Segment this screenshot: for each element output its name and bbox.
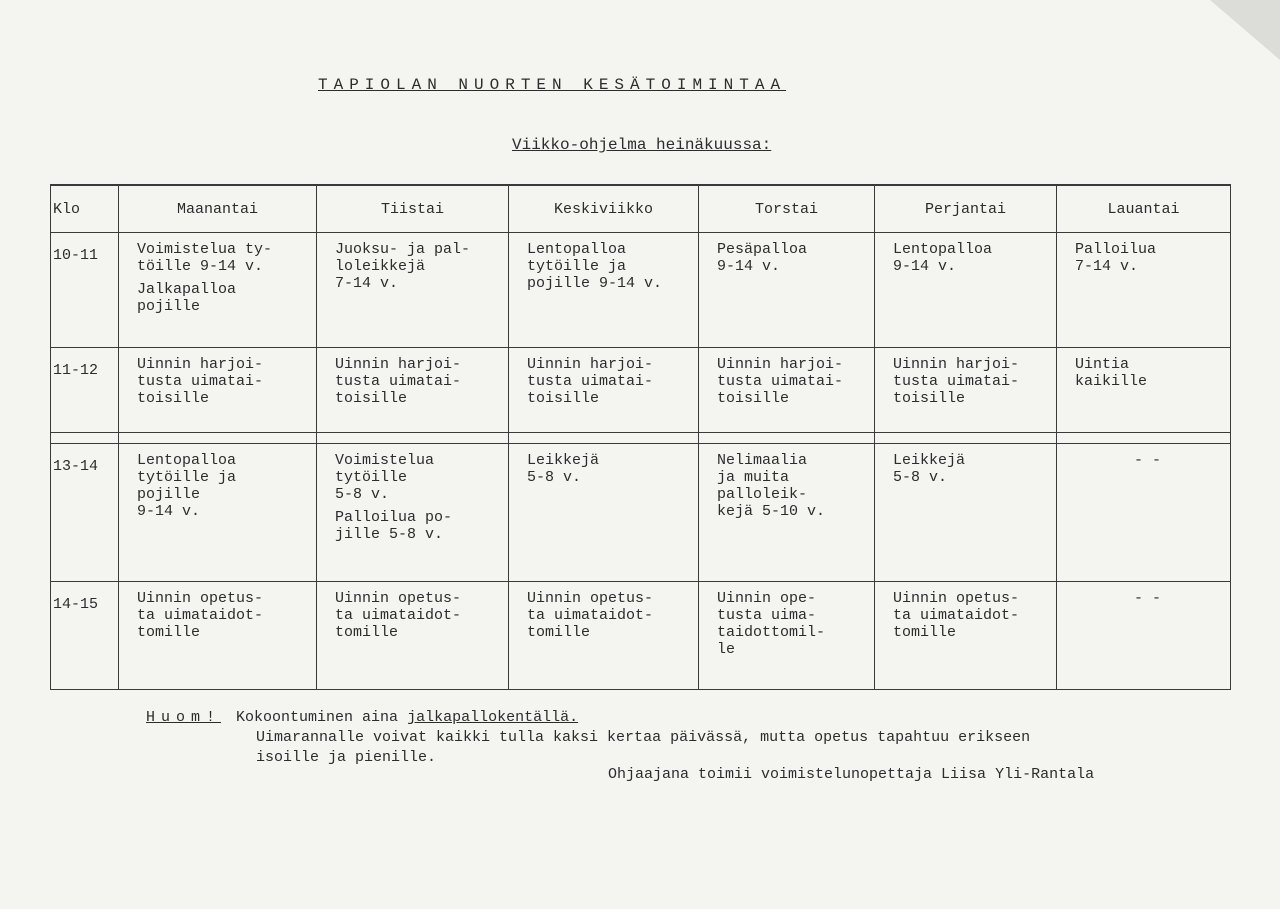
note-line-1 — [146, 708, 1030, 728]
schedule-cell — [875, 233, 1057, 348]
page-title: TAPIOLAN NUORTEN KESÄTOIMINTAA — [318, 76, 787, 94]
note-label: Huom! — [146, 709, 222, 726]
schedule-cell — [699, 444, 875, 582]
schedule-cell — [875, 444, 1057, 582]
gap-cell — [875, 433, 1057, 444]
schedule-cell — [509, 348, 699, 433]
activity-text: Uinnin harjoi- tusta uimatai- toisille — [335, 356, 462, 408]
gap-cell — [699, 433, 875, 444]
activity-text: Lentopalloa 9-14 v. — [893, 241, 993, 275]
table-row — [51, 348, 1231, 433]
schedule-cell — [1057, 233, 1231, 348]
page-subtitle: Viikko-ohjelma heinäkuussa: — [512, 136, 772, 154]
schedule-cell — [1057, 444, 1231, 582]
note-line-2: Uimarannalle voivat kaikki tulla kaksi kertaa päivässä, mutta opetus tapahtuu erikseen — [256, 729, 1031, 746]
schedule-cell — [317, 233, 509, 348]
activity-text: - - — [1133, 590, 1161, 608]
schedule-cell — [699, 233, 875, 348]
schedule-cell — [1057, 348, 1231, 433]
activity-text: Uinnin harjoi- tusta uimatai- toisille — [717, 356, 844, 408]
schedule-cell — [119, 233, 317, 348]
activity-text: Palloilua 7-14 v. — [1075, 241, 1157, 275]
activity-text: Palloilua po- jille 5-8 v. — [335, 509, 453, 544]
table-row — [51, 444, 1231, 582]
folded-corner — [1210, 0, 1280, 60]
table-row — [51, 582, 1231, 690]
schedule-cell — [509, 233, 699, 348]
activity-text: Lentopalloa tytöille ja pojille 9-14 v. — [527, 241, 663, 292]
activity-text: Leikkejä 5-8 v. — [527, 452, 600, 487]
time-cell: 14-15 — [51, 582, 119, 690]
activity-text: Uinnin ope- tusta uima- taidottomil- le — [717, 590, 826, 659]
header-friday: Perjantai — [875, 185, 1057, 233]
activity-text: Uinnin harjoi- tusta uimatai- toisille — [137, 356, 264, 408]
activity-text: Nelimaalia ja muita palloleik- kejä 5-10 v. — [717, 452, 826, 521]
header-monday: Maanantai — [119, 185, 317, 233]
gap-row — [51, 433, 1231, 444]
schedule-cell — [119, 348, 317, 433]
activity-text: Uinnin opetus- ta uimataidot- tomille — [527, 590, 654, 642]
schedule-cell — [509, 582, 699, 690]
time-cell: 13-14 — [51, 444, 119, 582]
header-thursday: Torstai — [699, 185, 875, 233]
header-row — [51, 185, 1231, 233]
table-row — [51, 233, 1231, 348]
activity-text: Uinnin harjoi- tusta uimatai- toisille — [527, 356, 654, 408]
signer-line: Ohjaajana toimii voimistelunopettaja Liisa Yli-Rantala — [608, 766, 1095, 783]
schedule-cell — [317, 348, 509, 433]
activity-text: - - — [1133, 452, 1161, 470]
schedule-cell — [317, 582, 509, 690]
activity-text: Lentopalloa tytöille ja pojille 9-14 v. — [137, 452, 237, 521]
schedule-cell — [317, 444, 509, 582]
gap-cell — [119, 433, 317, 444]
header-wednesday: Keskiviikko — [509, 185, 699, 233]
gap-cell — [509, 433, 699, 444]
schedule-cell — [699, 582, 875, 690]
activity-text: Uinnin opetus- ta uimataidot- tomille — [893, 590, 1020, 642]
activity-text: Uinnin opetus- ta uimataidot- tomille — [137, 590, 264, 642]
activity-text: Uintia kaikille — [1075, 356, 1148, 391]
activity-text: Voimistelua ty- töille 9-14 v. — [137, 241, 273, 275]
schedule-cell — [875, 348, 1057, 433]
gap-cell — [317, 433, 509, 444]
note-text: Kokoontuminen aina — [236, 709, 408, 726]
note-place: jalkapallokentällä. — [407, 709, 579, 726]
schedule-cell — [699, 348, 875, 433]
schedule-cell — [875, 582, 1057, 690]
weekly-schedule-table — [50, 184, 1231, 690]
activity-text: Voimistelua tytöille 5-8 v. — [335, 452, 435, 504]
activity-text: Uinnin opetus- ta uimataidot- tomille — [335, 590, 462, 642]
gap-cell — [1057, 433, 1231, 444]
notes-section — [146, 708, 1030, 768]
schedule-cell — [509, 444, 699, 582]
header-saturday: Lauantai — [1057, 185, 1231, 233]
activity-text: Leikkejä 5-8 v. — [893, 452, 966, 487]
header-klo: Klo — [51, 185, 119, 233]
note-line-3: isoille ja pienille. — [256, 749, 437, 766]
activity-text: Uinnin harjoi- tusta uimatai- toisille — [893, 356, 1020, 408]
activity-text: Pesäpalloa 9-14 v. — [717, 241, 808, 275]
header-tuesday: Tiistai — [317, 185, 509, 233]
schedule-cell — [1057, 582, 1231, 690]
time-cell: 10-11 — [51, 233, 119, 348]
activity-text: Juoksu- ja pal- loleikkejä 7-14 v. — [335, 241, 471, 292]
schedule-cell — [119, 582, 317, 690]
schedule-cell — [119, 444, 317, 582]
gap-cell — [51, 433, 119, 444]
time-cell: 11-12 — [51, 348, 119, 433]
activity-text: Jalkapalloa pojille — [137, 281, 237, 315]
